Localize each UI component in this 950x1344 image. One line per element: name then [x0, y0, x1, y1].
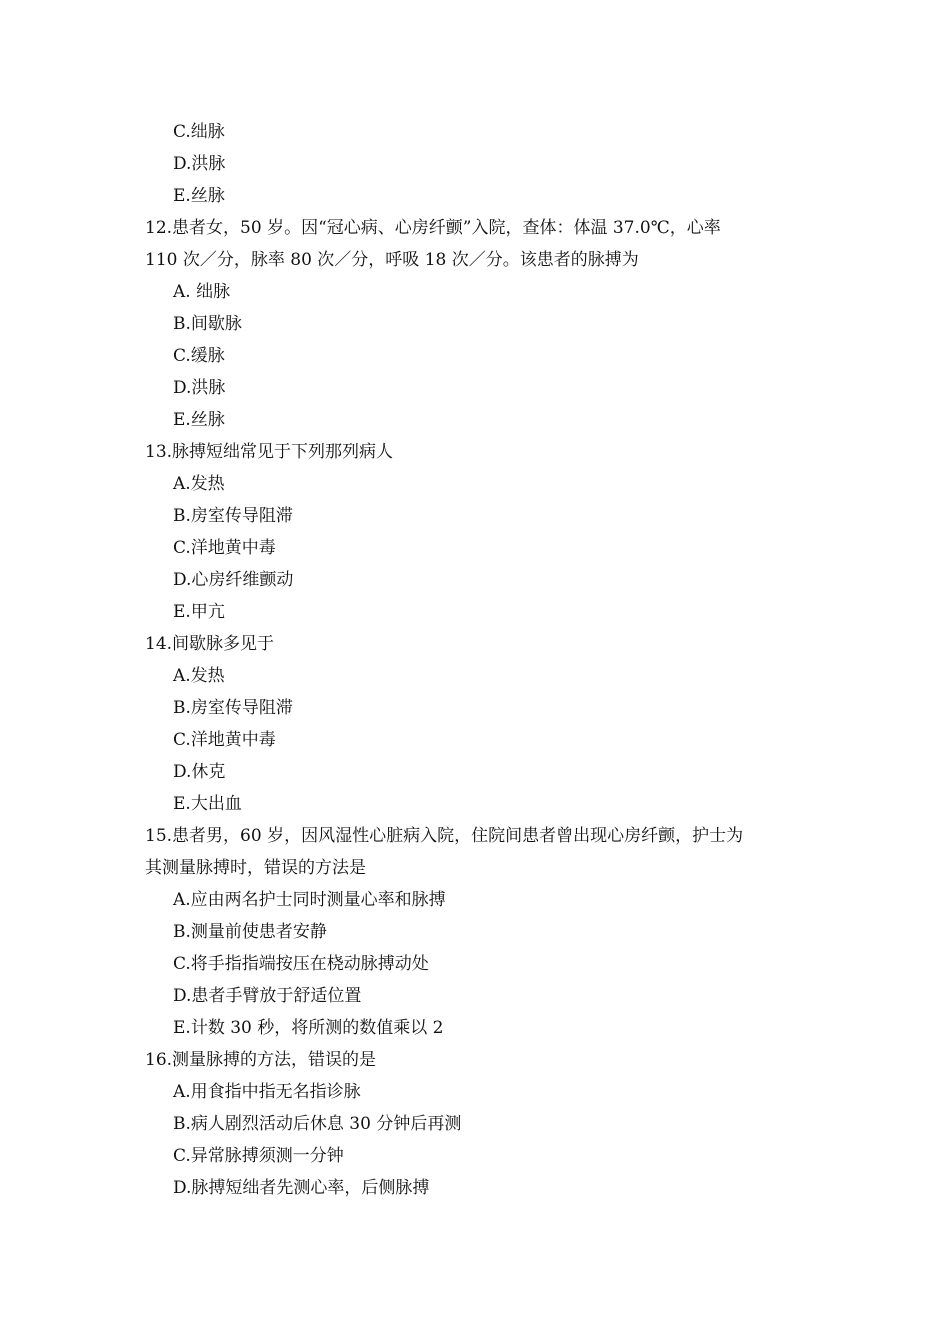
option: A.发热 — [173, 474, 225, 494]
question-stem — [145, 628, 810, 660]
option: D.休克 — [173, 762, 226, 782]
stem-line: 12.患者女，50 岁。因“冠心病、心房纤颤”入院，查体：体温 37.0℃，心率 — [145, 218, 721, 238]
stem-line: 15.患者男，60 岁，因风湿性心脏病入院，住院间患者曾出现心房纤颤，护士为 — [145, 826, 744, 846]
option: E.丝脉 — [173, 186, 225, 206]
option: D.洪脉 — [173, 378, 226, 398]
option: E.计数 30 秒，将所测的数值乘以 2 — [173, 1018, 444, 1038]
question-12 — [145, 212, 810, 436]
option: D.洪脉 — [173, 154, 226, 174]
option: D.患者手臂放于舒适位置 — [173, 986, 362, 1006]
question-stem — [145, 820, 810, 884]
stem-line: 13.脉搏短绌常见于下列那列病人 — [145, 442, 394, 462]
option: C.将手指指端按压在桡动脉搏动处 — [173, 954, 429, 974]
question-15 — [145, 820, 810, 1044]
option: B.房室传导阻滞 — [173, 506, 293, 526]
stem-line: 110 次／分，脉率 80 次／分，呼吸 18 次／分。该患者的脉搏为 — [145, 250, 639, 270]
question-14 — [145, 628, 810, 820]
stem-line: 其测量脉搏时，错误的方法是 — [145, 858, 366, 878]
option: D.脉搏短绌者先测心率，后侧脉搏 — [173, 1178, 430, 1198]
option: C.洋地黄中毒 — [173, 730, 276, 750]
option: C.洋地黄中毒 — [173, 538, 276, 558]
question-13 — [145, 436, 810, 628]
option: B.测量前使患者安静 — [173, 922, 327, 942]
option: C.绌脉 — [173, 122, 225, 142]
question-list — [145, 116, 810, 1204]
option: E.丝脉 — [173, 410, 225, 430]
stem-line: 14.间歇脉多见于 — [145, 634, 275, 654]
option: E.甲亢 — [173, 602, 225, 622]
option: A.应由两名护士同时测量心率和脉搏 — [173, 890, 446, 910]
option: B.间歇脉 — [173, 314, 242, 334]
option: A.发热 — [173, 666, 225, 686]
question-stem — [145, 1044, 810, 1076]
option: E.大出血 — [173, 794, 242, 814]
option: D.心房纤维颤动 — [173, 570, 294, 590]
question-16 — [145, 1044, 810, 1204]
question-stem — [145, 436, 810, 468]
question-stem — [145, 212, 810, 276]
option: B.病人剧烈活动后休息 30 分钟后再测 — [173, 1114, 462, 1134]
option: A.用食指中指无名指诊脉 — [173, 1082, 361, 1102]
option: A. 绌脉 — [173, 282, 231, 302]
stem-line: 16.测量脉搏的方法，错误的是 — [145, 1050, 377, 1070]
option: C.异常脉搏须测一分钟 — [173, 1146, 344, 1166]
option: B.房室传导阻滞 — [173, 698, 293, 718]
option: C.缓脉 — [173, 346, 225, 366]
